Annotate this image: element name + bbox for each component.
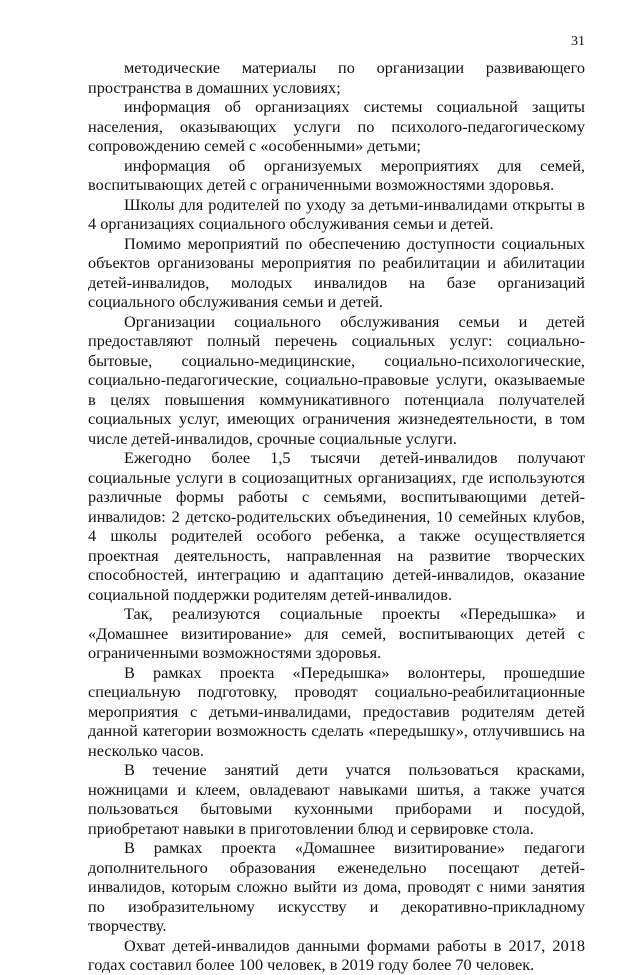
- paragraph-8: Так, реализуются социальные проекты «Передышка» и «Домашнее визитирование» для семей, воспитывающих детей с ограниченными возможностями здоровья.: [88, 604, 585, 662]
- paragraph-3: информация об организуемых мероприятиях для семей, воспитывающих детей с ограниченными возможностями здоровья.: [88, 155, 585, 194]
- paragraph-11: В рамках проекта «Домашнее визитирование» педагоги дополнительного образования еженедельно посещают детей-инвалидов, которым сложно выйти из дома, проводят с ними занятия по изобразительному искусству и декоративно-прикладному творчеству.: [88, 838, 585, 935]
- page-number: 31: [571, 34, 585, 49]
- paragraph-9: В рамках проекта «Передышка» волонтеры, прошедшие специальную подготовку, проводят социально-реабилитационные мероприятия с детьми-инвалидами, предоставив родителям детей данной категории возможность сделать «передышку», отлучившись на несколько часов.: [88, 662, 585, 760]
- paragraph-1: методические материалы по организации развивающего пространства в домашних условиях;: [88, 58, 585, 97]
- paragraph-2: информация об организациях системы социальной защиты населения, оказывающих услуги по психолого-педагогическому сопровождению семей с «особенными» детьми;: [88, 97, 585, 155]
- paragraph-7: Ежегодно более 1,5 тысячи детей-инвалидов получают социальные услуги в социозащитных организациях, где используются различные формы работы с семьями, воспитывающими детей-инвалидов: 2 детско-родительских объединения, 10 семейных клубов, 4 школы родителей особого ребенка, а также осуществляется проектная деятельность, направленная на развитие творческих способностей, интеграцию и адаптацию детей-инвалидов, оказание социальной поддержки родителям детей-инвалидов.: [88, 448, 585, 604]
- paragraph-6: Организации социального обслуживания семьи и детей предоставляют полный перечень социальных услуг: социально-бытовые, социально-медицинские, социально-психологические, социально-педагогические, социально-правовые услуги, оказываемые в целях повышения коммуникативного потенциала получателей социальных услуг, имеющих ограничения жизнедеятельности, в том числе детей-инвалидов, срочные социальные услуги.: [88, 311, 585, 448]
- document-body: [88, 58, 585, 975]
- paragraph-12: Охват детей-инвалидов данными формами работы в 2017, 2018 годах составил более 100 человек, в 2019 году более 70 человек.: [88, 935, 585, 974]
- paragraph-10: В течение занятий дети учатся пользоваться красками, ножницами и клеем, овладевают навыками шитья, а также учатся пользоваться бытовыми кухонными приборами и посудой, приобретают навыки в приготовлении блюд и сервировке стола.: [88, 760, 585, 838]
- paragraph-5: Помимо мероприятий по обеспечению доступности социальных объектов организованы мероприятия по реабилитации и абилитации детей-инвалидов, молодых инвалидов на базе организаций социального обслуживания семьи и детей.: [88, 233, 585, 311]
- paragraph-4: Школы для родителей по уходу за детьми-инвалидами открыты в 4 организациях социального обслуживания семьи и детей.: [88, 194, 585, 233]
